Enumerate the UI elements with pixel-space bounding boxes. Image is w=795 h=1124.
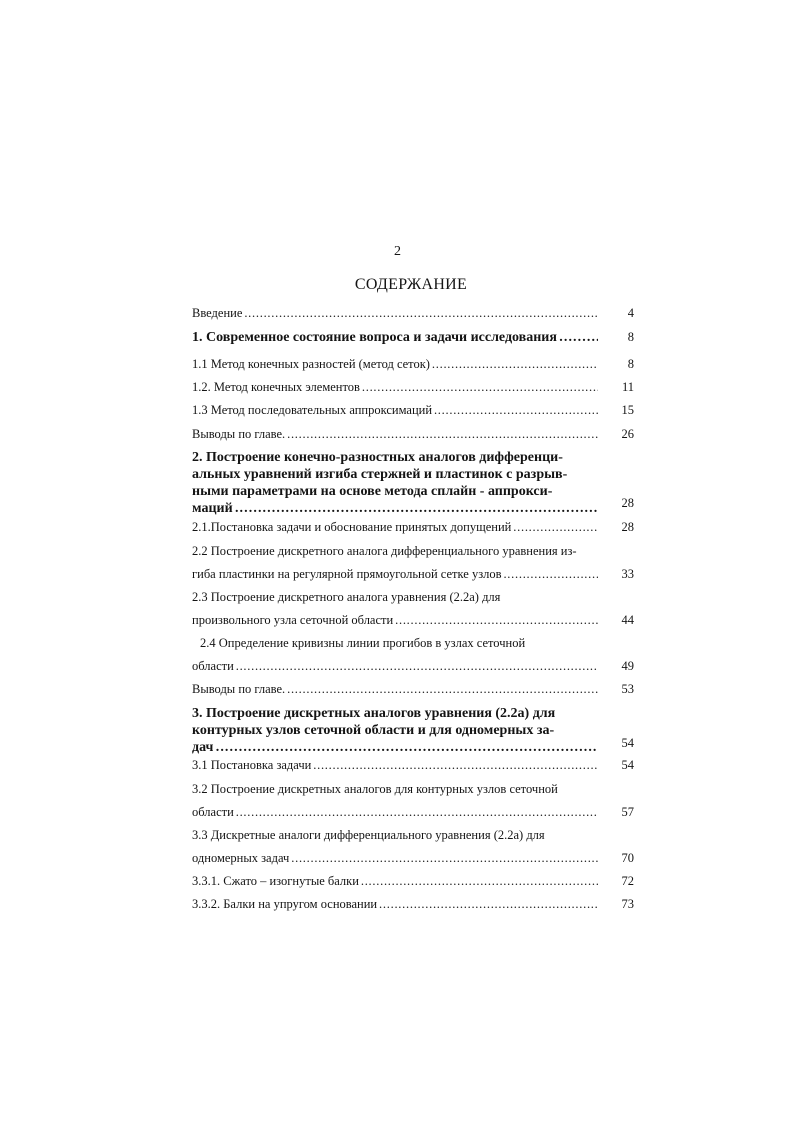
toc-entry-1-conclusions[interactable]: Выводы по главе. . . . bbox=[192, 426, 598, 442]
toc-entry-chapter-2-line-2[interactable]: альных уравнений изгиба стержней и пластинок с разрыв- bbox=[192, 467, 568, 482]
toc-page-2-conclusions: 53 bbox=[621, 682, 634, 696]
toc-page-2-1: 28 bbox=[621, 520, 634, 534]
toc-page-2-2: 33 bbox=[621, 567, 634, 581]
toc-entry-chapter-2-line-3[interactable]: ными параметрами на основе метода сплайн - аппрокси- bbox=[192, 484, 553, 499]
toc-entry-2-2-line-1[interactable]: 2.2 Построение дискретного аналога дифференциального уравнения из- bbox=[192, 544, 577, 558]
toc-page-1-3: 15 bbox=[621, 403, 634, 417]
toc-entry-chapter-2-line-4[interactable]: маций . . . bbox=[192, 500, 598, 517]
toc-page-2-4: 49 bbox=[621, 659, 634, 673]
toc-entry-2-1[interactable]: 2.1.Постановка задачи и обоснование принятых допущений . . . bbox=[192, 519, 598, 535]
toc-entry-chapter-3-line-3[interactable]: дач . . . bbox=[192, 739, 598, 756]
toc-page-3-2: 57 bbox=[621, 805, 634, 819]
page-number: 2 bbox=[394, 244, 401, 259]
toc-page-3-3-1: 72 bbox=[621, 874, 634, 888]
toc-entry-2-4-line-2[interactable]: области . . . bbox=[192, 658, 598, 674]
toc-entry-3-3-line-1[interactable]: 3.3 Дискретные аналоги дифференциального уравнения (2.2а) для bbox=[192, 828, 545, 842]
toc-entry-3-1[interactable]: 3.1 Постановка задачи . . . bbox=[192, 757, 598, 773]
toc-title: СОДЕРЖАНИЕ bbox=[354, 276, 468, 293]
toc-entry-2-2-line-2[interactable]: гиба пластинки на регулярной прямоугольной сетке узлов . . . bbox=[192, 566, 598, 582]
toc-page-3-3: 70 bbox=[621, 851, 634, 865]
toc-entry-chapter-3-line-2[interactable]: контурных узлов сеточной области и для одномерных за- bbox=[192, 723, 555, 738]
toc-entry-2-conclusions[interactable]: Выводы по главе. . . . bbox=[192, 681, 598, 697]
toc-entry-2-4-line-1[interactable]: 2.4 Определение кривизны линии прогибов в узлах сеточной bbox=[200, 636, 526, 650]
toc-entry-1-3[interactable]: 1.3 Метод последовательных аппроксимаций . . . bbox=[192, 402, 598, 418]
toc-entry-2-3-line-1[interactable]: 2.3 Построение дискретного аналога уравнения (2.2а) для bbox=[192, 590, 501, 604]
toc-entry-chapter-1[interactable]: 1. Современное состояние вопроса и задачи исследования . . . bbox=[192, 329, 598, 346]
toc-entry-3-2-line-1[interactable]: 3.2 Построение дискретных аналогов для контурных узлов сеточной bbox=[192, 782, 558, 796]
toc-page-chapter-1: 8 bbox=[627, 330, 634, 344]
toc-page-intro: 4 bbox=[627, 306, 634, 320]
toc-entry-2-3-line-2[interactable]: произвольного узла сеточной области . . . bbox=[192, 612, 598, 628]
toc-entry-intro[interactable]: Введение . . . bbox=[192, 305, 598, 321]
toc-entry-chapter-3-line-1[interactable]: 3. Построение дискретных аналогов уравнения (2.2а) для bbox=[192, 706, 556, 721]
toc-page-2-3: 44 bbox=[621, 613, 634, 627]
toc-entry-chapter-2-line-1[interactable]: 2. Построение конечно-разностных аналогов дифференци- bbox=[192, 450, 563, 465]
toc-entry-1-2[interactable]: 1.2. Метод конечных элементов . . . bbox=[192, 379, 598, 395]
toc-entry-3-3-line-2[interactable]: одномерных задач . . . bbox=[192, 850, 598, 866]
toc-page-1-2: 11 bbox=[621, 380, 634, 394]
toc-entry-3-2-line-2[interactable]: области . . . bbox=[192, 804, 598, 820]
toc-entry-1-1[interactable]: 1.1 Метод конечных разностей (метод сеток) . . . bbox=[192, 356, 598, 372]
toc-page-chapter-2: 28 bbox=[621, 496, 634, 510]
toc-page-3-3-2: 73 bbox=[621, 897, 634, 911]
toc-page-1-conclusions: 26 bbox=[621, 427, 634, 441]
toc-page-chapter-3: 54 bbox=[621, 736, 634, 750]
toc-page-3-1: 54 bbox=[621, 758, 634, 772]
toc-page-1-1: 8 bbox=[627, 357, 634, 371]
toc-entry-3-3-1[interactable]: 3.3.1. Сжато – изогнутые балки . . . bbox=[192, 873, 598, 889]
toc-entry-3-3-2[interactable]: 3.3.2. Балки на упругом основании . . . bbox=[192, 896, 598, 912]
